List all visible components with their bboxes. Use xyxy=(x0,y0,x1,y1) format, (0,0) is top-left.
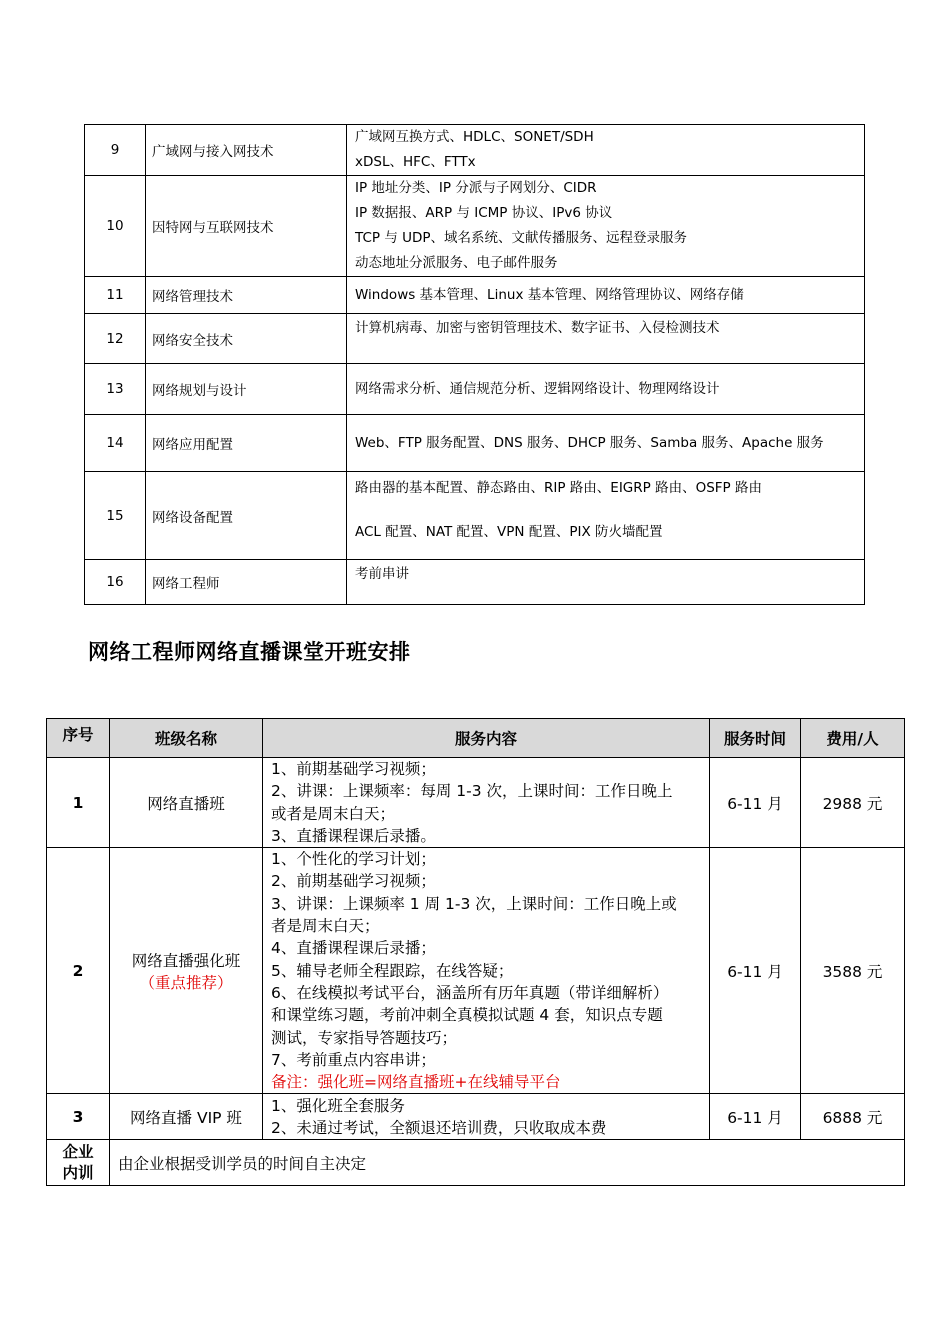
service-line: 测试，专家指导答题技巧； xyxy=(271,1028,458,1047)
service-line: 3、直播课程课后录播。 xyxy=(271,826,436,845)
header-num: 序号 xyxy=(47,719,110,758)
class-number: 3 xyxy=(47,1094,110,1140)
detail-line: xDSL、HFC、FTTx xyxy=(355,154,476,170)
header-class-name: 班级名称 xyxy=(110,719,263,758)
topic-name: 网络设备配置 xyxy=(146,472,347,560)
class-name: 网络直播 VIP 班 xyxy=(110,1094,263,1140)
service-line: 7、考前重点内容串讲； xyxy=(271,1050,436,1069)
topic-detail xyxy=(347,560,865,605)
service-line: 1、前期基础学习视频； xyxy=(271,760,436,778)
class-number: 1 xyxy=(47,758,110,848)
fee: 3588 元 xyxy=(801,848,905,1094)
table-header-row xyxy=(47,719,905,758)
table-row xyxy=(85,472,865,560)
service-line: 和课堂练习题，考前冲刺全真模拟试题 4 套，知识点专题 xyxy=(271,1006,663,1025)
row-number: 9 xyxy=(85,125,146,176)
service-line: 3、讲课：上课频率 1 周 1-3 次，上课时间：工作日晚上或 xyxy=(271,894,677,913)
detail-line: 网络需求分析、通信规范分析、逻辑网络设计、物理网络设计 xyxy=(355,380,720,397)
table-row xyxy=(85,560,865,605)
topic-name: 网络安全技术 xyxy=(146,314,347,364)
service-line: 1、个性化的学习计划； xyxy=(271,850,436,869)
topic-name: 网络规划与设计 xyxy=(146,364,347,415)
service-line: 1、强化班全套服务 xyxy=(271,1096,405,1115)
detail-line: 动态地址分派服务、电子邮件服务 xyxy=(355,255,558,271)
topic-detail xyxy=(347,364,865,415)
row-number: 10 xyxy=(85,176,146,277)
enterprise-label xyxy=(47,1140,110,1186)
course-topic-table xyxy=(84,124,865,605)
service-note: 备注：强化班=网络直播班+在线辅导平台 xyxy=(271,1073,561,1092)
topic-detail xyxy=(347,176,865,277)
service-line: 或者是周末白天； xyxy=(271,804,396,823)
class-schedule-table xyxy=(46,718,905,1186)
table-row xyxy=(85,277,865,314)
service-time: 6-11 月 xyxy=(710,758,801,848)
table-row xyxy=(85,364,865,415)
class-number: 2 xyxy=(47,848,110,1094)
fee: 2988 元 xyxy=(801,758,905,848)
enterprise-label-line: 企业 xyxy=(62,1142,94,1161)
row-number: 12 xyxy=(85,314,146,364)
topic-name: 因特网与互联网技术 xyxy=(146,176,347,277)
topic-detail xyxy=(347,314,865,364)
table-row xyxy=(85,176,865,277)
row-number: 11 xyxy=(85,277,146,314)
service-line: 2、讲课：上课频率：每周 1-3 次，上课时间：工作日晚上 xyxy=(271,782,673,801)
topic-detail xyxy=(347,415,865,472)
table-row xyxy=(47,848,905,1094)
detail-line: 计算机病毒、加密与密钥管理技术、数字证书、入侵检测技术 xyxy=(355,320,720,336)
table-row xyxy=(47,758,905,848)
detail-line: IP 地址分类、IP 分派与子网划分、CIDR xyxy=(355,180,597,196)
fee: 6888 元 xyxy=(801,1094,905,1140)
service-line: 者是周末白天； xyxy=(271,917,380,936)
service-line: 6、在线模拟考试平台，涵盖所有历年真题（带详细解析） xyxy=(271,983,669,1002)
detail-line: 广域网互换方式、HDLC、SONET/SDH xyxy=(355,129,594,145)
row-number: 13 xyxy=(85,364,146,415)
service-line: 4、直播课程课后录播； xyxy=(271,939,436,958)
row-number: 15 xyxy=(85,472,146,560)
detail-line: 路由器的基本配置、静态路由、RIP 路由、EIGRP 路由、OSFP 路由 xyxy=(355,480,762,496)
topic-detail xyxy=(347,472,865,560)
topic-name: 广域网与接入网技术 xyxy=(146,125,347,176)
class-name: 网络直播班 xyxy=(110,758,263,848)
table-row xyxy=(85,415,865,472)
service-time: 6-11 月 xyxy=(710,848,801,1094)
recommend-tag: （重点推荐） xyxy=(139,973,233,992)
table-row-enterprise xyxy=(47,1140,905,1186)
header-time: 服务时间 xyxy=(710,719,801,758)
enterprise-label-line: 内训 xyxy=(62,1163,94,1182)
detail-line: Windows 基本管理、Linux 基本管理、网络管理协议、网络存储 xyxy=(355,286,744,303)
table-row xyxy=(85,314,865,364)
topic-name: 网络应用配置 xyxy=(146,415,347,472)
row-number: 14 xyxy=(85,415,146,472)
topic-name: 网络工程师 xyxy=(146,560,347,605)
class-name: 网络直播强化班 xyxy=(131,951,241,970)
header-fee: 费用/人 xyxy=(801,719,905,758)
detail-line: TCP 与 UDP、域名系统、文献传播服务、远程登录服务 xyxy=(355,230,688,246)
table-row xyxy=(85,125,865,176)
service-line: 2、未通过考试，全额退还培训费，只收取成本费 xyxy=(271,1118,607,1137)
enterprise-text: 由企业根据受训学员的时间自主决定 xyxy=(110,1140,905,1186)
service-line: 5、辅导老师全程跟踪，在线答疑； xyxy=(271,961,514,980)
service-content xyxy=(263,1094,710,1140)
table-row xyxy=(47,1094,905,1140)
topic-name: 网络管理技术 xyxy=(146,277,347,314)
topic-detail xyxy=(347,277,865,314)
detail-line: IP 数据报、ARP 与 ICMP 协议、IPv6 协议 xyxy=(355,205,613,221)
service-content xyxy=(263,758,710,848)
class-name-cell xyxy=(110,848,263,1094)
service-content xyxy=(263,848,710,1094)
topic-detail xyxy=(347,125,865,176)
service-line: 2、前期基础学习视频； xyxy=(271,872,436,891)
row-number: 16 xyxy=(85,560,146,605)
header-service: 服务内容 xyxy=(263,719,710,758)
detail-line: 考前串讲 xyxy=(355,566,409,582)
section-heading: 网络工程师网络直播课堂开班安排 xyxy=(88,640,411,664)
detail-line: ACL 配置、NAT 配置、VPN 配置、PIX 防火墙配置 xyxy=(355,524,663,540)
service-time: 6-11 月 xyxy=(710,1094,801,1140)
detail-line: Web、FTP 服务配置、DNS 服务、DHCP 服务、Samba 服务、Apache 服务 xyxy=(355,434,824,451)
